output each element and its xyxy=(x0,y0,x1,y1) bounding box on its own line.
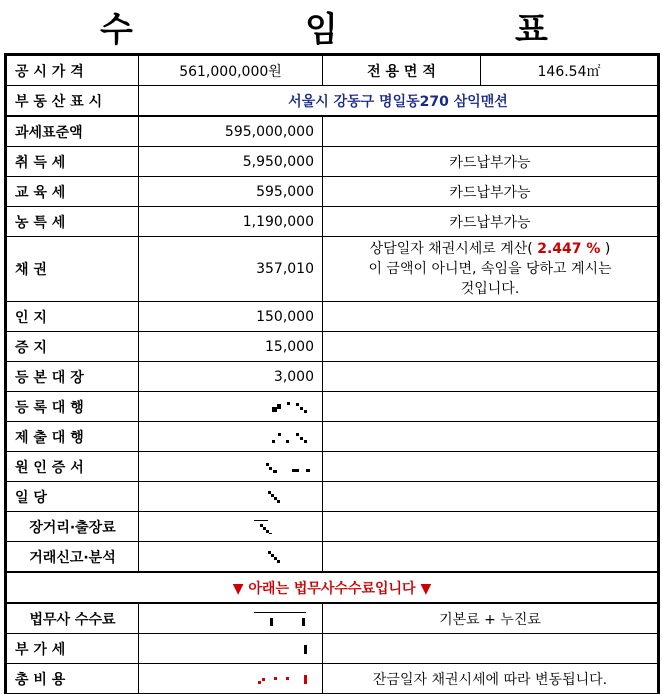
row-note xyxy=(323,512,658,542)
fee-value-obscured xyxy=(139,634,323,664)
title-char-3: 표 xyxy=(515,10,548,50)
row-label-text: 증 지 xyxy=(15,339,47,356)
table-row xyxy=(7,482,658,512)
row-note xyxy=(323,422,658,452)
bond-note-line3: 것입니다. xyxy=(460,281,520,297)
row-value: 595,000 xyxy=(139,177,323,207)
row-label-text: 원 인 증 서 xyxy=(15,459,84,476)
price-value: 561,000,000원 xyxy=(139,56,323,86)
obscured-value-icon xyxy=(294,642,314,656)
property-row xyxy=(7,86,658,117)
table-row xyxy=(7,207,658,237)
table-row xyxy=(7,147,658,177)
row-label-text: 인 지 xyxy=(15,309,47,326)
obscured-value-icon xyxy=(264,460,314,474)
fee-row xyxy=(7,664,658,694)
price-label xyxy=(7,56,139,86)
property-label xyxy=(7,86,139,117)
table-row xyxy=(7,362,658,392)
row-value: 595,000,000 xyxy=(139,116,323,147)
row-label-text: 농 특 세 xyxy=(15,214,66,231)
row-value-obscured xyxy=(139,422,323,452)
row-label xyxy=(7,332,139,362)
fee-note: 기본료 + 누진료 xyxy=(323,603,658,634)
bond-note xyxy=(323,237,658,302)
row-note xyxy=(323,542,658,573)
table-row xyxy=(7,302,658,332)
fee-banner: ▼ 아래는 법무사수수료입니다 ▼ xyxy=(7,572,658,603)
row-label-text: 등 본 대 장 xyxy=(15,369,84,386)
obscured-value-icon xyxy=(264,490,314,504)
row-label xyxy=(7,237,139,302)
obscured-value-icon xyxy=(264,430,314,444)
row-label-text: 일 당 xyxy=(15,489,47,506)
fee-label xyxy=(7,634,139,664)
row-value-obscured xyxy=(139,482,323,512)
bond-note-pre: 상담일자 채권시세로 계산( xyxy=(369,241,533,257)
row-note: 카드납부가능 xyxy=(323,147,658,177)
price-row xyxy=(7,56,658,86)
table-row xyxy=(7,116,658,147)
row-label xyxy=(7,207,139,237)
fee-row xyxy=(7,603,658,634)
row-note xyxy=(323,302,658,332)
row-label-text: 등 록 대 행 xyxy=(15,399,84,416)
row-label-text: 과세표준액 xyxy=(15,124,83,141)
obscured-value-icon xyxy=(264,550,314,564)
row-label xyxy=(7,452,139,482)
fee-note xyxy=(323,634,658,664)
row-label xyxy=(7,392,139,422)
row-note xyxy=(323,362,658,392)
row-label-text: 교 육 세 xyxy=(15,184,66,201)
table-row xyxy=(7,512,658,542)
row-label xyxy=(7,116,139,147)
row-label xyxy=(7,542,139,573)
row-note xyxy=(323,332,658,362)
fee-row xyxy=(7,634,658,664)
fee-label xyxy=(7,603,139,634)
row-label xyxy=(7,482,139,512)
obscured-value-icon xyxy=(254,520,314,534)
row-label xyxy=(7,512,139,542)
row-value: 1,190,000 xyxy=(139,207,323,237)
table-row xyxy=(7,332,658,362)
row-label xyxy=(7,177,139,207)
row-label xyxy=(7,302,139,332)
document-title xyxy=(0,0,662,50)
fee-label xyxy=(7,664,139,694)
fee-value-obscured xyxy=(139,664,323,694)
row-label-text: 채 권 xyxy=(15,262,47,278)
fee-value-obscured xyxy=(139,603,323,634)
row-label-text: 제 출 대 행 xyxy=(15,429,84,446)
row-value-obscured xyxy=(139,512,323,542)
row-value: 357,010 xyxy=(139,237,323,302)
bond-note-post: ) xyxy=(604,241,611,257)
banner-row xyxy=(7,572,658,603)
table-row xyxy=(7,392,658,422)
row-value: 5,950,000 xyxy=(139,147,323,177)
fee-label-text: 법무사 수수료 xyxy=(29,611,116,628)
row-note xyxy=(323,392,658,422)
property-label-text: 부 동 산 표 시 xyxy=(15,93,103,110)
property-address: 서울시 강동구 명일동270 삼익맨션 xyxy=(139,86,658,117)
row-label xyxy=(7,362,139,392)
obscured-value-icon xyxy=(254,672,314,686)
row-value-obscured xyxy=(139,452,323,482)
price-label-text: 공 시 가 격 xyxy=(15,63,84,80)
fee-label-text: 총 비 용 xyxy=(15,671,66,688)
row-note xyxy=(323,482,658,512)
fee-note: 잔금일자 채권시세에 따라 변동됩니다. xyxy=(323,664,658,694)
row-value: 15,000 xyxy=(139,332,323,362)
row-value: 150,000 xyxy=(139,302,323,332)
obscured-value-icon xyxy=(264,400,314,414)
title-char-1: 수 xyxy=(100,10,133,50)
row-note: 카드납부가능 xyxy=(323,207,658,237)
row-note xyxy=(323,452,658,482)
fee-label-text: 부 가 세 xyxy=(15,641,66,658)
row-label-text: 취 득 세 xyxy=(15,154,66,171)
row-value: 3,000 xyxy=(139,362,323,392)
bond-rate: 2.447 % xyxy=(537,241,601,257)
obscured-value-icon xyxy=(254,612,314,626)
row-note xyxy=(323,116,658,147)
area-label-text: 전 용 면 적 xyxy=(367,63,436,80)
table-row xyxy=(7,177,658,207)
area-label xyxy=(323,56,481,86)
table-row xyxy=(7,237,658,302)
row-note: 카드납부가능 xyxy=(323,177,658,207)
table-row xyxy=(7,542,658,573)
table-row xyxy=(7,452,658,482)
row-value-obscured xyxy=(139,392,323,422)
area-value: 146.54㎡ xyxy=(481,56,658,86)
row-label xyxy=(7,422,139,452)
table-row xyxy=(7,422,658,452)
row-label-text: 장거리·출장료 xyxy=(29,519,116,536)
row-value-obscured xyxy=(139,542,323,573)
row-label-text: 거래신고·분석 xyxy=(29,549,116,566)
fee-table xyxy=(6,55,658,694)
row-label xyxy=(7,147,139,177)
bond-note-line2: 이 금액이 아니면, 속임을 당하고 계시는 xyxy=(368,261,612,277)
title-char-2: 임 xyxy=(305,10,338,50)
